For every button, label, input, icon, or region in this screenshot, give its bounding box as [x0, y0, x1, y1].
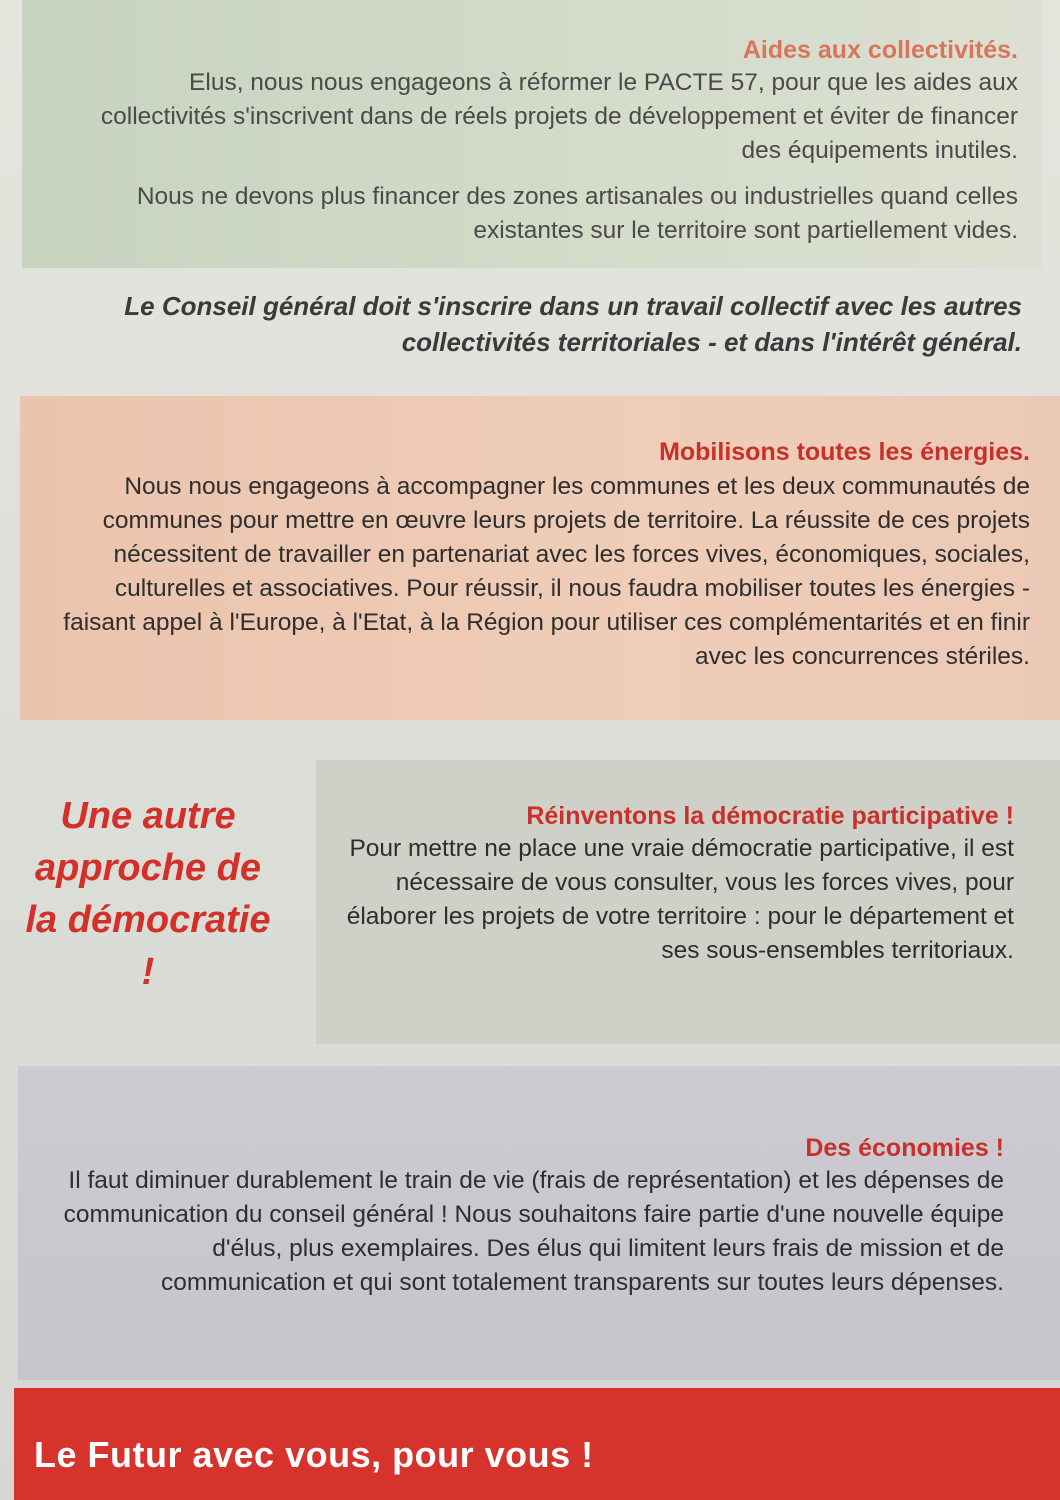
section-mobilisons	[20, 396, 1060, 720]
democratie-slogan: Une autre approche de la démocratie !	[25, 795, 271, 993]
footer-slogan: Le Futur avec vous, pour vous !	[34, 1434, 594, 1475]
section-paragraph: Nous ne devons plus financer des zones artisanales ou industrielles quand celles existantes sur le territoire sont partiellement vides.	[136, 183, 1018, 244]
section-aides-collectivites	[22, 0, 1042, 268]
section-heading: Mobilisons toutes les énergies.	[659, 438, 1030, 466]
section-paragraph: Nous nous engageons à accompagner les communes et les deux communautés de communes pour mettre en œuvre leurs projets de territoire. La réussite de ces projets nécessitent de travailler en partenariat avec les forces vives, économiques, sociales, culturelles et associatives. Pour réussir, il nous faudra mobiliser toutes les énergies - faisant appel à l'Europe, à l'Etat, à la Région pour utiliser ces complémentarités et en finir avec les concurrences stériles.	[63, 473, 1030, 670]
section-paragraph: Elus, nous nous engageons à réformer le PACTE 57, pour que les aides aux collectivités s'inscrivent dans de réels projets de développement et éviter de financer des équipements inutiles.	[100, 69, 1018, 164]
section-democratie-participative	[316, 760, 1060, 1044]
section-paragraph: Pour mettre ne place une vraie démocratie participative, il est nécessaire de vous consulter, vous les forces vives, pour élaborer les projets de votre territoire : pour le département et ses sous-ensembles territoriaux.	[346, 835, 1014, 964]
section-heading: Aides aux collectivités.	[742, 36, 1018, 64]
section-paragraph: Il faut diminuer durablement le train de vie (frais de représentation) et les dépenses de communication du conseil général ! Nous souhaitons faire partie d'une nouvelle équipe d'élus, plus exemplaires. Des élus qui limitent leurs frais de mission et de communication et qui sont totalement transparents sur toutes leurs dépenses.	[63, 1167, 1004, 1296]
section-economies	[18, 1066, 1060, 1380]
section-heading: Des économies !	[805, 1134, 1004, 1162]
footer-banner	[14, 1388, 1060, 1500]
section-heading: Réinventons la démocratie participative !	[526, 802, 1014, 830]
statement-text: Le Conseil général doit s'inscrire dans un travail collectif avec les autres collectivités territoriales - et dans l'intérêt général.	[124, 291, 1022, 357]
conseil-general-statement	[40, 288, 1030, 388]
